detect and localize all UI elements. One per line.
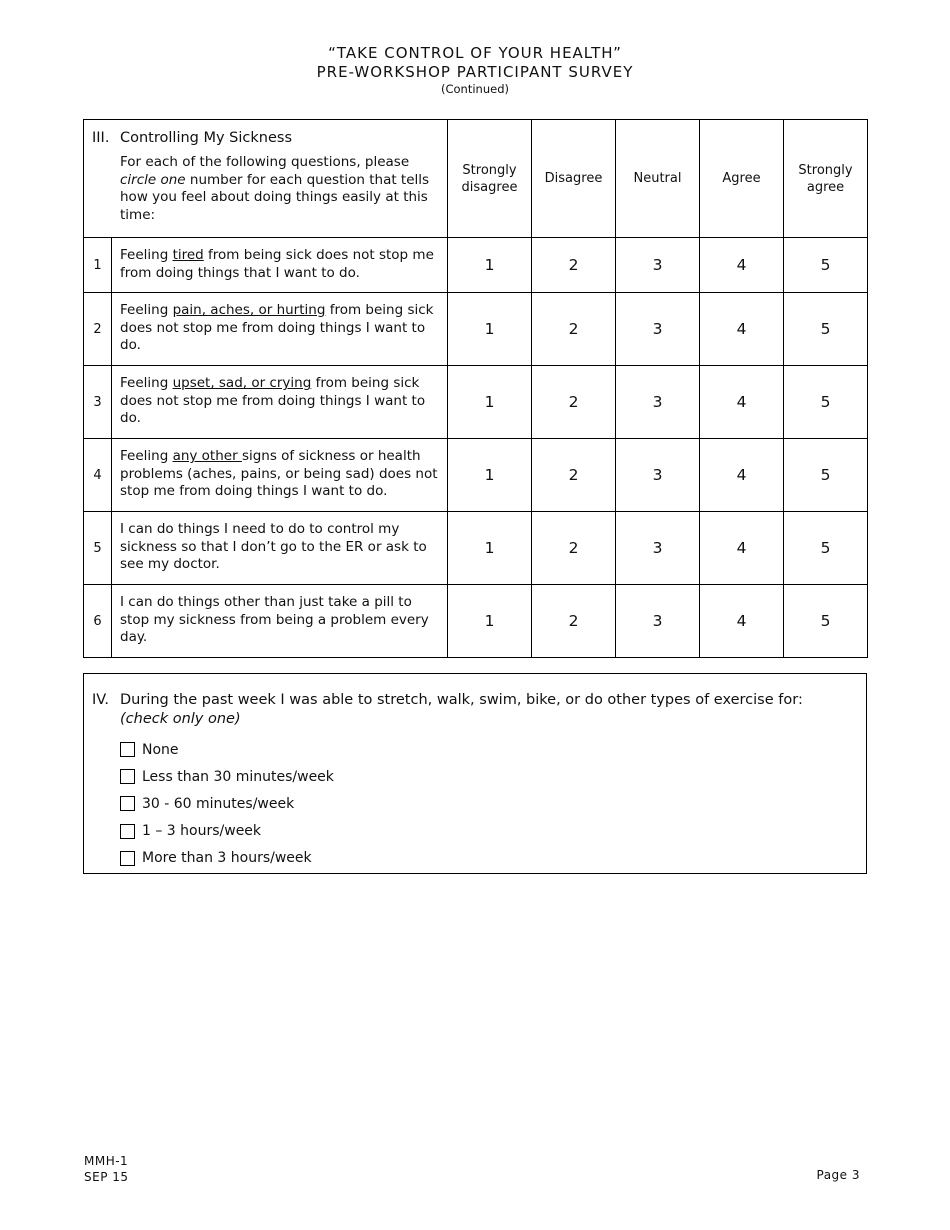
rating-option-2[interactable]: 2 xyxy=(532,238,616,293)
section-4-number: IV. xyxy=(92,692,109,708)
question-text: Feeling tired from being sick does not stop me from doing things that I want to do. xyxy=(112,238,448,293)
rating-option-2[interactable]: 2 xyxy=(532,585,616,658)
exercise-option[interactable] xyxy=(120,790,334,817)
rating-option-5[interactable]: 5 xyxy=(784,366,868,439)
question-number: 6 xyxy=(84,585,112,658)
exercise-option[interactable] xyxy=(120,845,334,872)
rating-option-5[interactable]: 5 xyxy=(784,238,868,293)
rating-option-5[interactable]: 5 xyxy=(784,585,868,658)
rating-option-3[interactable]: 3 xyxy=(616,512,700,585)
rating-option-2[interactable]: 2 xyxy=(532,439,616,512)
rating-option-5[interactable]: 5 xyxy=(784,439,868,512)
checkbox[interactable] xyxy=(120,824,135,839)
option-label: 30 - 60 minutes/week xyxy=(142,795,295,812)
page-header xyxy=(0,44,950,97)
rating-option-3[interactable]: 3 xyxy=(616,366,700,439)
rating-option-2[interactable]: 2 xyxy=(532,366,616,439)
question-row xyxy=(84,512,868,585)
rating-option-4[interactable]: 4 xyxy=(700,585,784,658)
section-4-question: During the past week I was able to stretch, walk, swim, bike, or do other types of exercise for: xyxy=(120,692,803,708)
column-header: Strongly disagree xyxy=(448,120,532,238)
page-number: Page 3 xyxy=(816,1168,860,1182)
section-4-box xyxy=(83,673,867,874)
rating-option-3[interactable]: 3 xyxy=(616,238,700,293)
rating-option-3[interactable]: 3 xyxy=(616,439,700,512)
exercise-options xyxy=(120,736,334,872)
question-row xyxy=(84,366,868,439)
question-text: I can do things other than just take a pill to stop my sickness from being a problem every day. xyxy=(112,585,448,658)
option-label: More than 3 hours/week xyxy=(142,850,312,867)
checkbox[interactable] xyxy=(120,742,135,757)
option-label: Less than 30 minutes/week xyxy=(142,768,334,785)
question-text: I can do things I need to do to control my sickness so that I don’t go to the ER or ask to see my doctor. xyxy=(112,512,448,585)
rating-option-4[interactable]: 4 xyxy=(700,366,784,439)
rating-option-5[interactable]: 5 xyxy=(784,293,868,366)
footer-form-info xyxy=(84,1153,129,1185)
column-header: Disagree xyxy=(532,120,616,238)
question-number: 3 xyxy=(84,366,112,439)
rating-option-2[interactable]: 2 xyxy=(532,512,616,585)
column-header: Neutral xyxy=(616,120,700,238)
question-number: 1 xyxy=(84,238,112,293)
question-row xyxy=(84,293,868,366)
rating-option-1[interactable]: 1 xyxy=(448,293,532,366)
question-text: Feeling any other signs of sickness or health problems (aches, pains, or being sad) does not stop me from doing things I want to do. xyxy=(112,439,448,512)
checkbox[interactable] xyxy=(120,796,135,811)
rating-option-1[interactable]: 1 xyxy=(448,366,532,439)
exercise-option[interactable] xyxy=(120,818,334,845)
survey-title: “TAKE CONTROL OF YOUR HEALTH” xyxy=(328,44,622,62)
rating-option-3[interactable]: 3 xyxy=(616,585,700,658)
question-number: 4 xyxy=(84,439,112,512)
form-id: MMH-1 xyxy=(84,1154,129,1168)
exercise-option[interactable] xyxy=(120,736,334,763)
section-3-heading xyxy=(84,120,448,238)
option-label: None xyxy=(142,741,179,758)
rating-option-1[interactable]: 1 xyxy=(448,439,532,512)
section-3-table xyxy=(83,119,868,658)
section-4-note: (check only one) xyxy=(120,711,241,727)
rating-option-1[interactable]: 1 xyxy=(448,238,532,293)
rating-option-4[interactable]: 4 xyxy=(700,293,784,366)
column-header: Agree xyxy=(700,120,784,238)
continued-label: (Continued) xyxy=(441,82,509,96)
question-row xyxy=(84,585,868,658)
question-text: Feeling pain, aches, or hurting from being sick does not stop me from doing things I want to do. xyxy=(112,293,448,366)
exercise-option[interactable] xyxy=(120,763,334,790)
form-date: SEP 15 xyxy=(84,1170,129,1184)
question-text: Feeling upset, sad, or crying from being sick does not stop me from doing things I want to do. xyxy=(112,366,448,439)
question-row xyxy=(84,238,868,293)
column-header: Strongly agree xyxy=(784,120,868,238)
rating-option-2[interactable]: 2 xyxy=(532,293,616,366)
rating-option-4[interactable]: 4 xyxy=(700,238,784,293)
rating-option-4[interactable]: 4 xyxy=(700,439,784,512)
rating-option-3[interactable]: 3 xyxy=(616,293,700,366)
checkbox[interactable] xyxy=(120,851,135,866)
section-3-instructions: For each of the following questions, please circle one number for each question that tells how you feel about doing things easily at this time: xyxy=(120,154,430,223)
question-number: 5 xyxy=(84,512,112,585)
rating-option-4[interactable]: 4 xyxy=(700,512,784,585)
section-3-title: Controlling My Sickness xyxy=(120,130,292,146)
survey-subtitle: PRE-WORKSHOP PARTICIPANT SURVEY xyxy=(316,63,634,81)
rating-option-1[interactable]: 1 xyxy=(448,512,532,585)
option-label: 1 – 3 hours/week xyxy=(142,823,262,840)
checkbox[interactable] xyxy=(120,769,135,784)
question-number: 2 xyxy=(84,293,112,366)
question-row xyxy=(84,439,868,512)
section-3-header-row xyxy=(84,120,868,238)
rating-option-1[interactable]: 1 xyxy=(448,585,532,658)
section-3-number: III. xyxy=(92,130,110,146)
rating-option-5[interactable]: 5 xyxy=(784,512,868,585)
